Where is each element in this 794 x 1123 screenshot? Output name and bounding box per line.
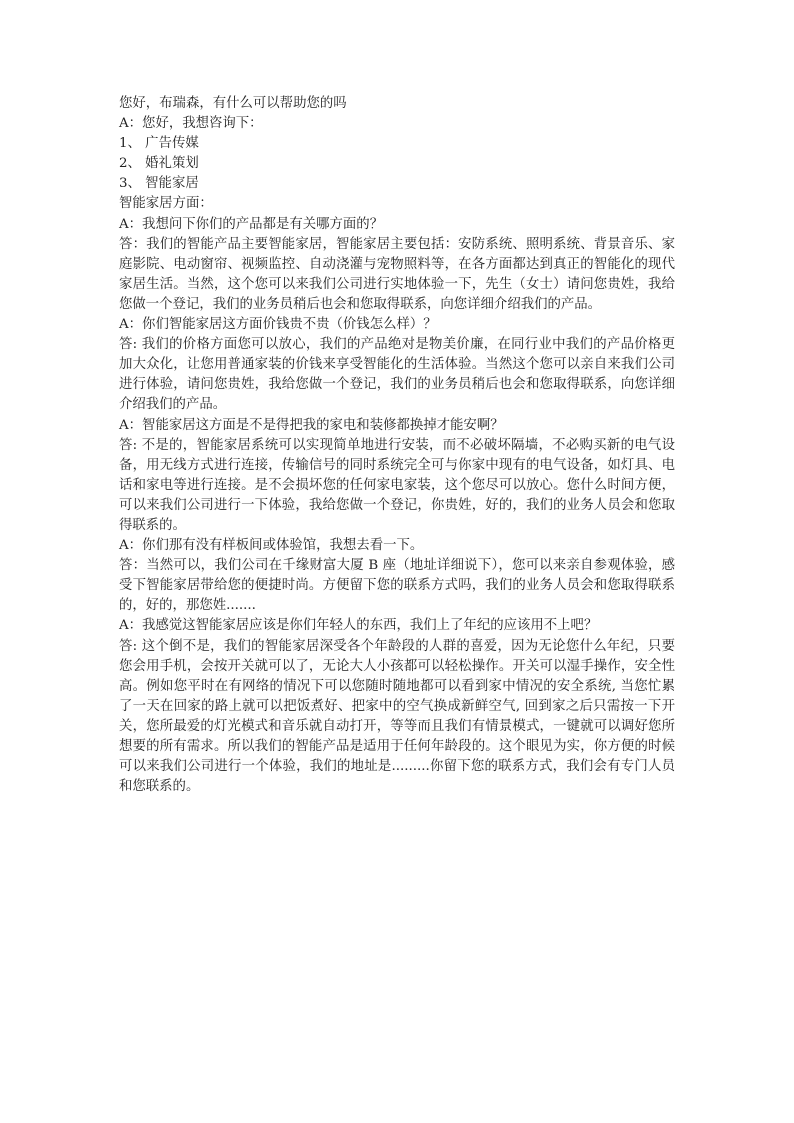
- customer-question: A：你们智能家居这方面价钱贵不贵（价钱怎么样）？: [119, 317, 437, 333]
- customer-question: A：我想问下你们的产品都是有关哪方面的？: [119, 216, 384, 232]
- greeting-line: 您好，布瑞森，有什么可以帮助您的吗: [119, 96, 347, 111]
- answer-paragraph: 答: 这个倒不是，我们的智能家居深受各个年龄段的人群的喜爱，因为无论您什么年纪，只要您会用手机，会按开关就可以了，无论大人小孩都可以轻松操作。开关可以湿手操作，安全性高。例如您平时在有网络的情况下可以您随时随地都可以看到家中情况的安全系统, 当您忙累了一天在回家的路上就可以把饭煮好、把家中的空气换成新鲜空气, 回到家之后只需按一下开关，您所最爱的灯光模式和音乐就自动打开，等等而且我们有情景模式，一键就可以调好您所想要的所有需求。所以我们的智能产品是适用于任何年龄段的。这个眼见为实，你方便的时候可以来我们公司进行一个体验，我们的地址是.........你留下您的联系方式，我们会有专门人员和您联系的。: [119, 638, 675, 795]
- customer-question: A：你们那有没有样板间或体验馆，我想去看一下。: [119, 538, 424, 554]
- answer-paragraph: 答: 我们的价格方面您可以放心，我们的产品绝对是物美价廉，在同行业中我们的产品价格更加大众化，让您用普通家装的价钱来享受智能化的生活体验。当然这个您可以亲自来我们公司进行体验，请问您贵姓，我给您做一个登记，我们的业务员稍后也会和您取得联系，向您详细介绍我们的产品。: [119, 337, 675, 413]
- list-item: 2、 婚礼策划: [119, 156, 199, 172]
- customer-question: A：您好，我想咨询下：: [119, 116, 263, 132]
- document-page: [119, 94, 675, 797]
- customer-question: A：智能家居这方面是不是得把我的家电和装修都换掉才能安啊？: [119, 417, 504, 433]
- customer-question: A：我感觉这智能家居应该是你们年轻人的东西，我们上了年纪的应该用不上吧？: [119, 618, 598, 634]
- section-heading: 智能家居方面：: [119, 196, 213, 212]
- answer-paragraph: 答：当然可以，我们公司在千缘财富大厦 B 座（地址详细说下），您可以来亲自参观体验，感受下智能家居带给您的便捷时尚。方便留下您的联系方式吗，我们的业务人员会和您取得联系的，好的，那您姓.......: [119, 558, 675, 614]
- list-item: 1、 广告传媒: [119, 136, 199, 152]
- list-item: 3、 智能家居: [119, 176, 199, 192]
- answer-paragraph: 答：我们的智能产品主要智能家居，智能家居主要包括：安防系统、照明系统、背景音乐、家庭影院、电动窗帘、视频监控、自动浇灌与宠物照料等，在各方面都达到真正的智能化的现代家居生活。当然，这个您可以来我们公司进行实地体验一下，先生（女士）请问您贵姓，我给您做一个登记，我们的业务员稍后也会和您取得联系，向您详细介绍我们的产品。: [119, 236, 675, 312]
- answer-paragraph: 答: 不是的，智能家居系统可以实现简单地进行安装，而不必破坏隔墙，不必购买新的电气设备，用无线方式进行连接，传输信号的同时系统完全可与你家中现有的电气设备，如灯具、电话和家电等进行连接。是不会损坏您的任何家电家装，这个您尽可以放心。您什么时间方便，可以来我们公司进行一下体验，我给您做一个登记，你贵姓，好的，我们的业务人员会和您取得联系的。: [119, 437, 675, 533]
